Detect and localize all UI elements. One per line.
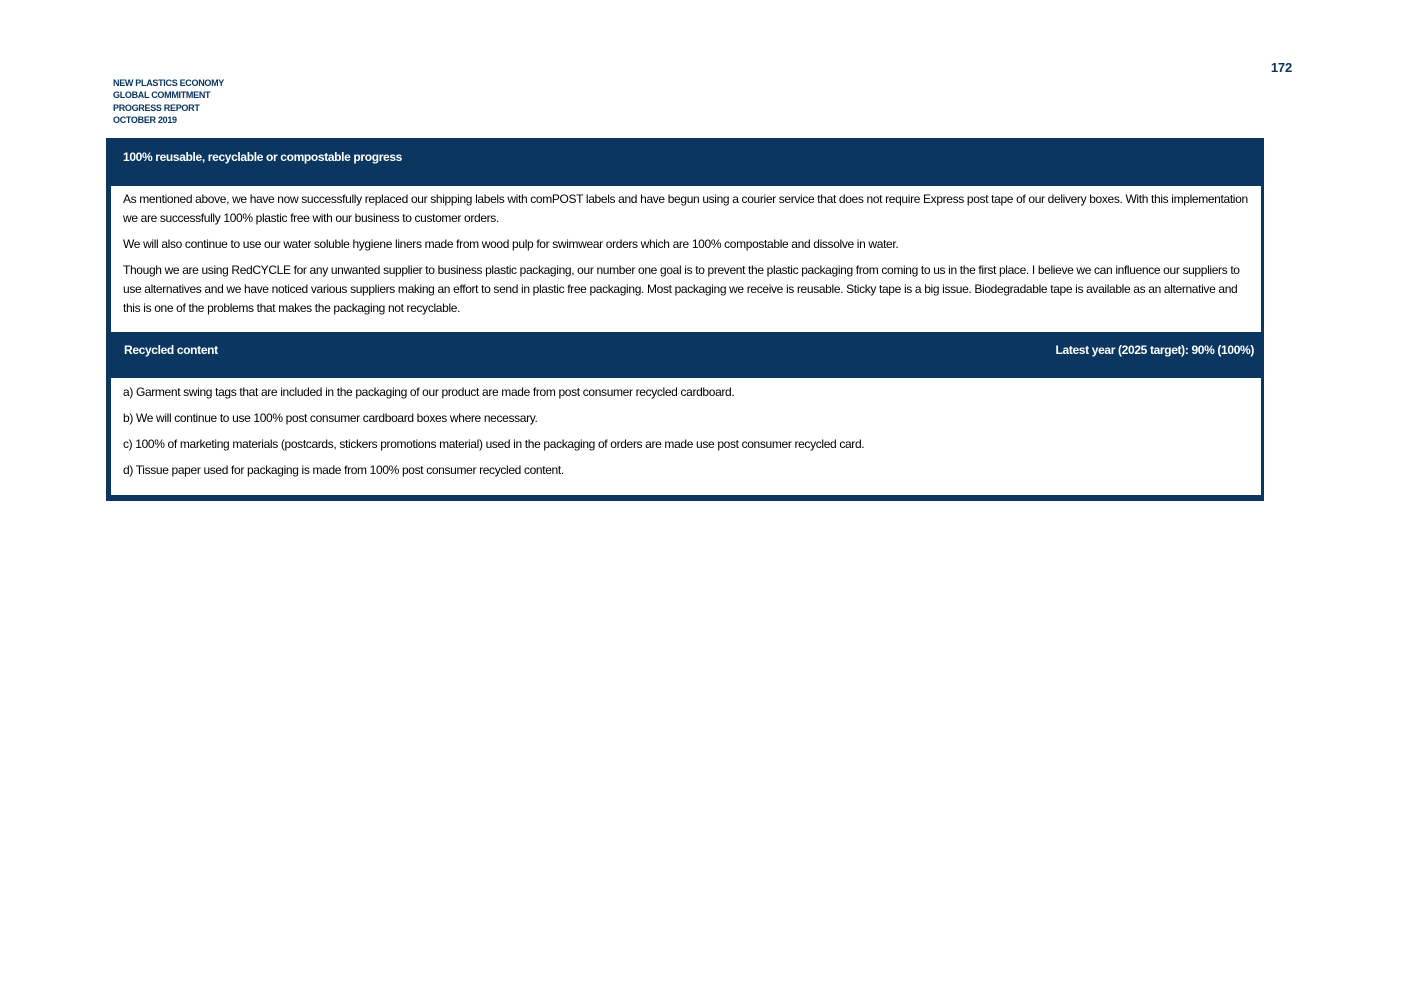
page-number: 172 [1270,60,1292,75]
report-header-line: OCTOBER 2019 [113,115,177,126]
section-title-progress: 100% reusable, recyclable or compostable progress [123,150,402,164]
recycled-list-item: b) We will continue to use 100% post consumer cardboard boxes where necessary. [123,411,538,425]
recycled-list-item: d) Tissue paper used for packaging is made from 100% post consumer recycled content. [123,463,564,477]
recycled-list-item: c) 100% of marketing materials (postcards, stickers promotions material) used in the packaging of orders are made use post consumer recycled card. [123,437,865,451]
section-body-recycled [111,378,1261,495]
progress-paragraph: As mentioned above, we have now successfully replaced our shipping labels with comPOST labels and have begun using a courier service that does not require Express post tape of our delivery boxes. With this implementation we are successfully 100% plastic free with our business to customer orders. [123,192,1248,225]
progress-paragraph: We will also continue to use our water soluble hygiene liners made from wood pulp for swimwear orders which are 100% compostable and dissolve in water. [123,237,899,251]
progress-paragraph: Though we are using RedCYCLE for any unwanted supplier to business plastic packaging, our number one goal is to prevent the plastic packaging from coming to us in the first place. I believe we can influence our suppliers to use alternatives and we have noticed various suppliers making an effort to send in plastic free packaging. Most packaging we receive is reusable. Sticky tape is a big issue. Biodegradable tape is available as an alternative and this is one of the problems that makes the packaging not recyclable. [123,263,1240,315]
section-body-progress [111,186,1261,332]
recycled-list-item: a) Garment swing tags that are included in the packaging of our product are made from post consumer recycled cardboard. [123,385,735,399]
report-header [113,77,224,127]
section-header-progress [106,138,1264,186]
commitment-table [106,138,1264,501]
report-header-line: GLOBAL COMMITMENT [113,90,211,101]
report-header-line: NEW PLASTICS ECONOMY [113,78,225,88]
recycled-content-metric: Latest year (2025 target): 90% (100%) [1055,343,1254,357]
section-header-recycled [106,332,1264,378]
section-title-recycled: Recycled content [124,343,218,357]
report-header-line: PROGRESS REPORT [113,102,200,113]
